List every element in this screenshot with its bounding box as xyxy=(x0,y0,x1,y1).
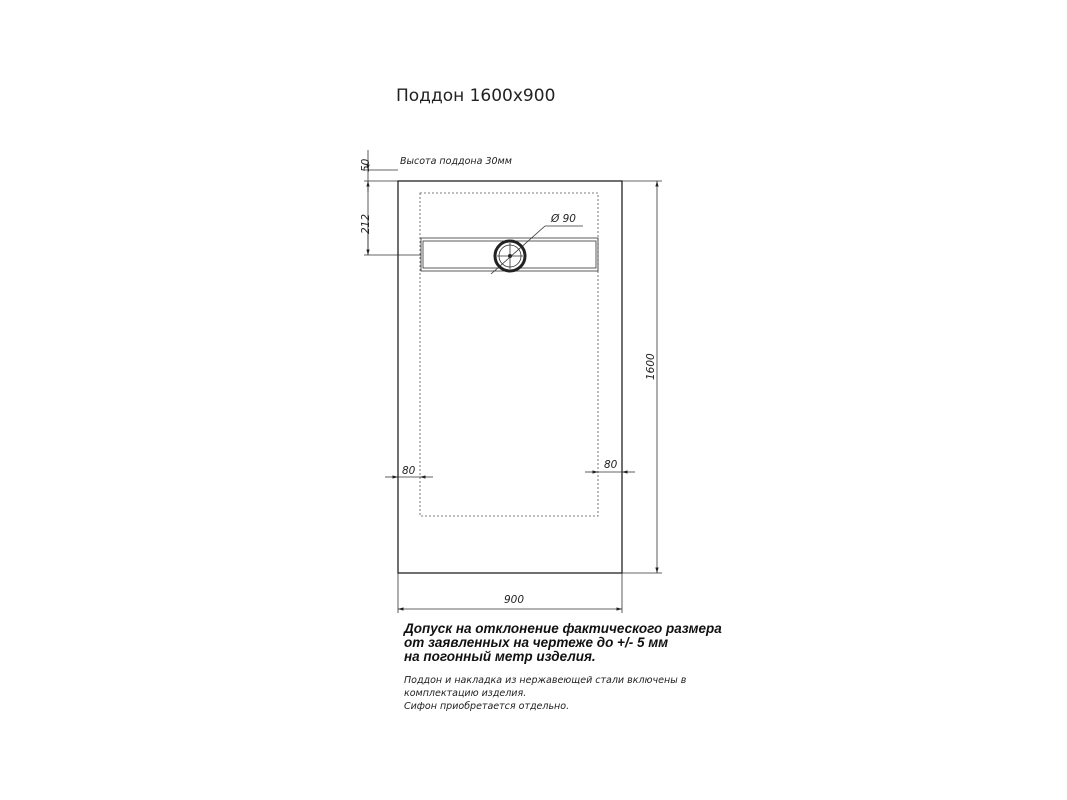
height-note: Высота поддона 30мм xyxy=(400,156,512,167)
footnote-line-3: Сифон приобретается отдельно. xyxy=(404,701,570,712)
footnote-line-2: комплектацию изделия. xyxy=(404,688,527,699)
drawing-title: Поддон 1600х900 xyxy=(396,86,556,106)
tolerance-line-1: Допуск на отклонение фактического размера xyxy=(404,621,722,636)
width-label: 900 xyxy=(504,594,525,606)
tolerance-line-3: на погонный метр изделия. xyxy=(404,649,596,664)
width-dimension xyxy=(398,573,622,613)
drain-diameter-label: Ø 90 xyxy=(551,213,576,225)
footnote-line-1: Поддон и накладка из нержавеющей стали включены в xyxy=(404,675,687,686)
tolerance-line-2: от заявленных на чертеже до +/- 5 мм xyxy=(404,635,669,650)
left-margin-label: 80 xyxy=(402,465,416,477)
drain-offset-label: 212 xyxy=(360,213,372,234)
length-label: 1600 xyxy=(645,353,657,380)
top-offset-label: 50 xyxy=(360,158,372,172)
right-margin-label: 80 xyxy=(604,459,618,471)
